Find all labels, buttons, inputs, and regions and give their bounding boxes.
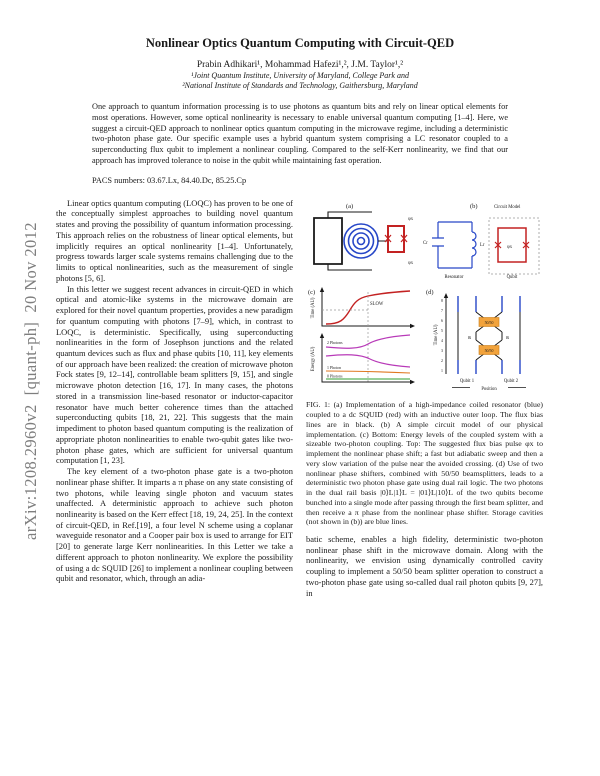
figure-1 bbox=[306, 198, 543, 527]
paragraph: The key element of a two-photon phase gate is a two-photon nonlinear phase shifter. It imparts a π phase on any state consisting of two photons, while leaving single photon and vacuum states unaffected. A deterministic approach to achieve such photon nonlinearity is based on the Kerr effect [18, 19, 24, 25]. In the context of circuit-QED, in Ref.[19], a four level N scheme using a coplanar waveguide resonator and a Cooper pair box is used to arrange for EIT [20] to generate large Kerr nonlinearities. In this Letter we take a different approach to photon nonlinearity. We explore the possibility of using a dc SQUID [26] to implement a nonlinear coupling between qubit and resonator, which, through an adia- bbox=[56, 466, 293, 584]
inductor-label: Lr bbox=[480, 242, 485, 248]
paragraph: In this letter we suggest recent advances in circuit-QED in which optical and atomic-like systems in the microwave domain are explored for their novel quantum properties, provides a new paradigm for quantum computing with photons [7–9], which, in contrast to LOQC, is deterministic. Specifically, using superconducting nonlinearities in the form of Josephson junctions and the related quantum devices such as flux and phase qubits [10, 11], key elements of our approach have been realized: the creation of microwave photon Fock states [9, 12–14], controllable beam splitters [9, 15], and single microwave photon detection [16, 17]. In many cases, the photons stored in a transmission line-based resonator or inductor-capacitor resonator have much better coherence times than the attached superconducting qubits [18, 21, 22]. This suggests that the main impediment to photon based quantum computing is the realization of appropriate photon nonlinearities to enable two-qubit gates like two-photon phase gates, which are sufficient for universal quantum computation [1, 23]. bbox=[56, 283, 293, 466]
left-column bbox=[56, 198, 293, 599]
qubit2-label: Qubit 2 bbox=[503, 378, 519, 384]
beam-splitter-box bbox=[479, 345, 499, 354]
panel-d-gate-network bbox=[426, 289, 526, 392]
svg-text:2: 2 bbox=[441, 358, 443, 363]
capacitor-label: Cr bbox=[423, 240, 428, 246]
panel-b-label: (b) bbox=[470, 202, 478, 210]
affiliation-1: ¹Joint Quantum Institute, University of Maryland, College Park and bbox=[191, 71, 409, 80]
pi-phase-label: π bbox=[468, 334, 471, 341]
flux-label: φx bbox=[408, 260, 414, 266]
time-axis-label: Time (AU) bbox=[311, 297, 316, 319]
two-column-body bbox=[0, 185, 600, 599]
panel-a-label: (a) bbox=[346, 202, 354, 210]
pi-phase-label: π bbox=[506, 334, 509, 341]
zero-photon-level-label: 0 Photons bbox=[327, 374, 343, 379]
coiled-resonator-drawing bbox=[344, 224, 378, 258]
paper-title: Nonlinear Optics Quantum Computing with Circuit-QED bbox=[145, 36, 455, 50]
svg-text:8: 8 bbox=[441, 298, 443, 303]
svg-text:1: 1 bbox=[441, 368, 443, 373]
flux-label: φx bbox=[408, 216, 414, 222]
panel-c-label: (c) bbox=[308, 288, 316, 296]
arxiv-watermark: arXiv:1208.2960v2 [quant-ph] 20 Nov 2012 bbox=[21, 222, 40, 540]
slow-annotation: SLOW bbox=[370, 301, 384, 307]
svg-text:50/50: 50/50 bbox=[484, 348, 494, 353]
authors-line: Prabin Adhikari¹, Mohammad Hafezi¹,², J.M. Taylor¹,² bbox=[196, 60, 404, 70]
figure-1-graphic bbox=[306, 198, 543, 392]
paragraph: batic scheme, enables a high fidelity, deterministic two-photon nonlinear phase shift in the microwave domain. Along with the nonlinearity, we envision using dynamically controlled cavity coupling to implement a 50/50 beam splitter operation to construct a two-photon phase gate using so-called dual rail photon qubits [9, 27], in bbox=[306, 533, 543, 598]
svg-text:7: 7 bbox=[441, 308, 443, 313]
squid-drawing bbox=[385, 226, 407, 252]
svg-text:5: 5 bbox=[441, 328, 443, 333]
two-photon-level-label: 2 Photons bbox=[327, 340, 343, 345]
energy-axis-label: Energy (AU) bbox=[311, 346, 316, 371]
time-tick-labels bbox=[441, 299, 443, 373]
position-axis-label: Position bbox=[481, 386, 497, 392]
svg-text:6: 6 bbox=[441, 318, 443, 323]
flux-label: φx bbox=[507, 244, 513, 250]
paper-header bbox=[0, 0, 600, 90]
right-column bbox=[306, 198, 543, 599]
panel-a-device-drawing bbox=[314, 203, 414, 270]
paragraph: Linear optics quantum computing (LOQC) has proven to be one of the conceptually simplest approaches to building novel quantum states and proving the possibility of quantum information processing. This approach relies on the robustness of linear optical elements, but implicitly requires an optical nonlinearity [1–4]. Unfortunately, progress towards larger scale systems remains challenging due to the limits to optical nonlinearities, such as the measurement of single photons [5, 6]. bbox=[56, 197, 293, 283]
qubit1-label: Qubit 1 bbox=[459, 378, 475, 384]
resonator-circuit-drawing bbox=[432, 222, 476, 268]
time-axis-label: Time (AU) bbox=[434, 324, 439, 346]
right-column-text bbox=[306, 534, 543, 598]
svg-text:4: 4 bbox=[441, 338, 443, 343]
figure-1-caption: FIG. 1: (a) Implementation of a high-impedance coiled resonator (blue) coupled to a dc SQUID (red) with an inductive outer loop. The flux bias lines are in black. (b) A simple circuit model of our physical implementation. (c) Bottom: Energy levels of the coupled system with a sizeable two-photon coupling. Top: The suggested flux bias pulse φx to implement the nonlinear phase shift; a fast but adiabatic sweep and then a very slow variation of the pulse near the avoided crossing. (d) Use of two nonlinear phase shifters, combined with 50/50 beamsplitters, leads to a deterministic two photon phase gate using dual rail logic. The two photons in the dual rail basis |0⟩L|1⟩L = |01⟩L|10⟩L of the two qubits become bunched into a single mode after passing through the first beam splitter, and then receive a π phase from the nonlinear phase shifter. Storage cavities (not shown in (b)) are blue lines. bbox=[306, 400, 543, 527]
panel-d-label: (d) bbox=[426, 288, 434, 296]
panel-c-plots bbox=[308, 287, 415, 384]
energy-plot bbox=[311, 333, 415, 384]
abstract-text: One approach to quantum information processing is to use photons as quantum bits and rely on linear optical elements for most operations. However, some optical nonlinearity is necessary to enable universal quantum computing [1–4]. Here, we suggest a circuit-QED approach to nonlinear optics quantum computing in the microwave regime, including a deterministic two-photon phase gate. Our specific example uses a hybrid quantum system comprising a LC resonator coupled to a superconducting flux qubit to implement a nonlinear coupling. Compared to the self-Kerr nonlinearity, we find that our approach has improved tolerance to noise in the qubit while maintaining fast operation. bbox=[92, 102, 508, 165]
svg-text:3: 3 bbox=[441, 348, 443, 353]
beam-splitter-box bbox=[479, 317, 499, 326]
one-photon-level-label: 1 Photon bbox=[327, 365, 341, 370]
resonator-label: Resonator bbox=[444, 274, 464, 280]
svg-text:50/50: 50/50 bbox=[484, 320, 494, 325]
qubit-label: Qubit bbox=[506, 274, 518, 280]
panel-b-circuit-model bbox=[423, 203, 539, 280]
circuit-model-title: Circuit Model bbox=[494, 204, 521, 210]
affiliation-2: ²National Institute of Standards and Technology, Gaithersburg, Maryland bbox=[182, 81, 418, 90]
pacs-line: PACS numbers: 03.67.Lx, 84.40.Dc, 85.25.Cp bbox=[92, 175, 247, 185]
